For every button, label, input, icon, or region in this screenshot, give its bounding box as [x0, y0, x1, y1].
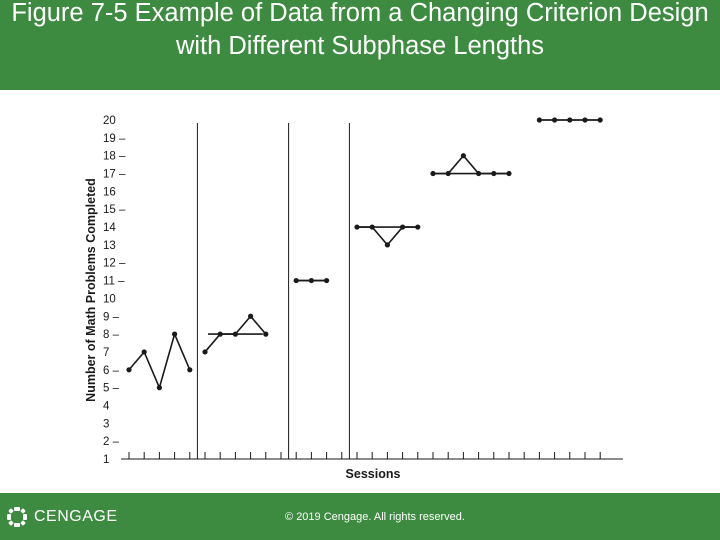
data-point [263, 332, 268, 337]
series-line [357, 227, 418, 245]
y-tick-label: 3 [103, 418, 110, 431]
data-point [491, 171, 496, 176]
data-point [157, 385, 162, 390]
y-tick-label: 8 – [103, 329, 119, 342]
y-tick-label: 10 [103, 293, 116, 306]
data-point [324, 278, 329, 283]
y-tick-label: 14 [103, 222, 116, 235]
data-point [476, 171, 481, 176]
data-point [446, 171, 451, 176]
data-point [400, 224, 405, 229]
y-axis-label: Number of Math Problems Completed [84, 178, 98, 402]
chart-area [0, 90, 720, 493]
data-point [233, 332, 238, 337]
y-tick-label: 19 – [103, 132, 126, 145]
x-axis-label: Sessions [345, 467, 401, 481]
slide-header [0, 0, 720, 90]
data-point [506, 171, 511, 176]
data-point [461, 153, 466, 158]
data-point [218, 332, 223, 337]
series-line [433, 156, 509, 174]
brand-name: CENGAGE [34, 508, 118, 525]
y-tick-label: 2 – [103, 436, 119, 449]
data-point [294, 278, 299, 283]
data-point [385, 242, 390, 247]
data-point [142, 349, 147, 354]
data-point [552, 117, 557, 122]
y-tick-label: 17 – [103, 168, 126, 181]
y-tick-label: 1 [103, 454, 110, 466]
y-tick-label: 12 – [103, 257, 126, 270]
y-tick-label: 4 [103, 400, 110, 413]
data-point [187, 367, 192, 372]
series-line [129, 334, 190, 388]
data-point [172, 332, 177, 337]
y-tick-label: 6 – [103, 364, 119, 377]
data-point [248, 314, 253, 319]
slide-footer [0, 493, 720, 540]
data-point [202, 349, 207, 354]
data-point [309, 278, 314, 283]
data-point [430, 171, 435, 176]
y-tick-label: 15 – [103, 204, 126, 217]
data-point [126, 367, 131, 372]
slide-title: Figure 7-5 Example of Data from a Changing Criterion Design with Different Subphase Lengths [11, 0, 709, 60]
data-point [582, 117, 587, 122]
y-tick-label: 7 [103, 346, 110, 359]
data-point [354, 224, 359, 229]
y-tick-label: 18 – [103, 150, 126, 163]
phase-change-lines [197, 123, 349, 459]
x-axis-ticks [129, 452, 600, 459]
y-tick-label: 13 [103, 239, 116, 252]
y-tick-label: 16 [103, 186, 116, 199]
y-tick-label: 5 – [103, 382, 119, 395]
data-point [598, 117, 603, 122]
data-point [370, 224, 375, 229]
y-axis-ticks [103, 115, 126, 466]
data-point [415, 224, 420, 229]
data-point [537, 117, 542, 122]
y-tick-label: 11 – [103, 275, 125, 288]
copyright-text: © 2019 Cengage. All rights reserved. [285, 511, 465, 523]
y-tick-label: 20 [103, 115, 116, 127]
changing-criterion-chart [0, 90, 720, 493]
data-point [567, 117, 572, 122]
y-tick-label: 9 – [103, 311, 119, 324]
